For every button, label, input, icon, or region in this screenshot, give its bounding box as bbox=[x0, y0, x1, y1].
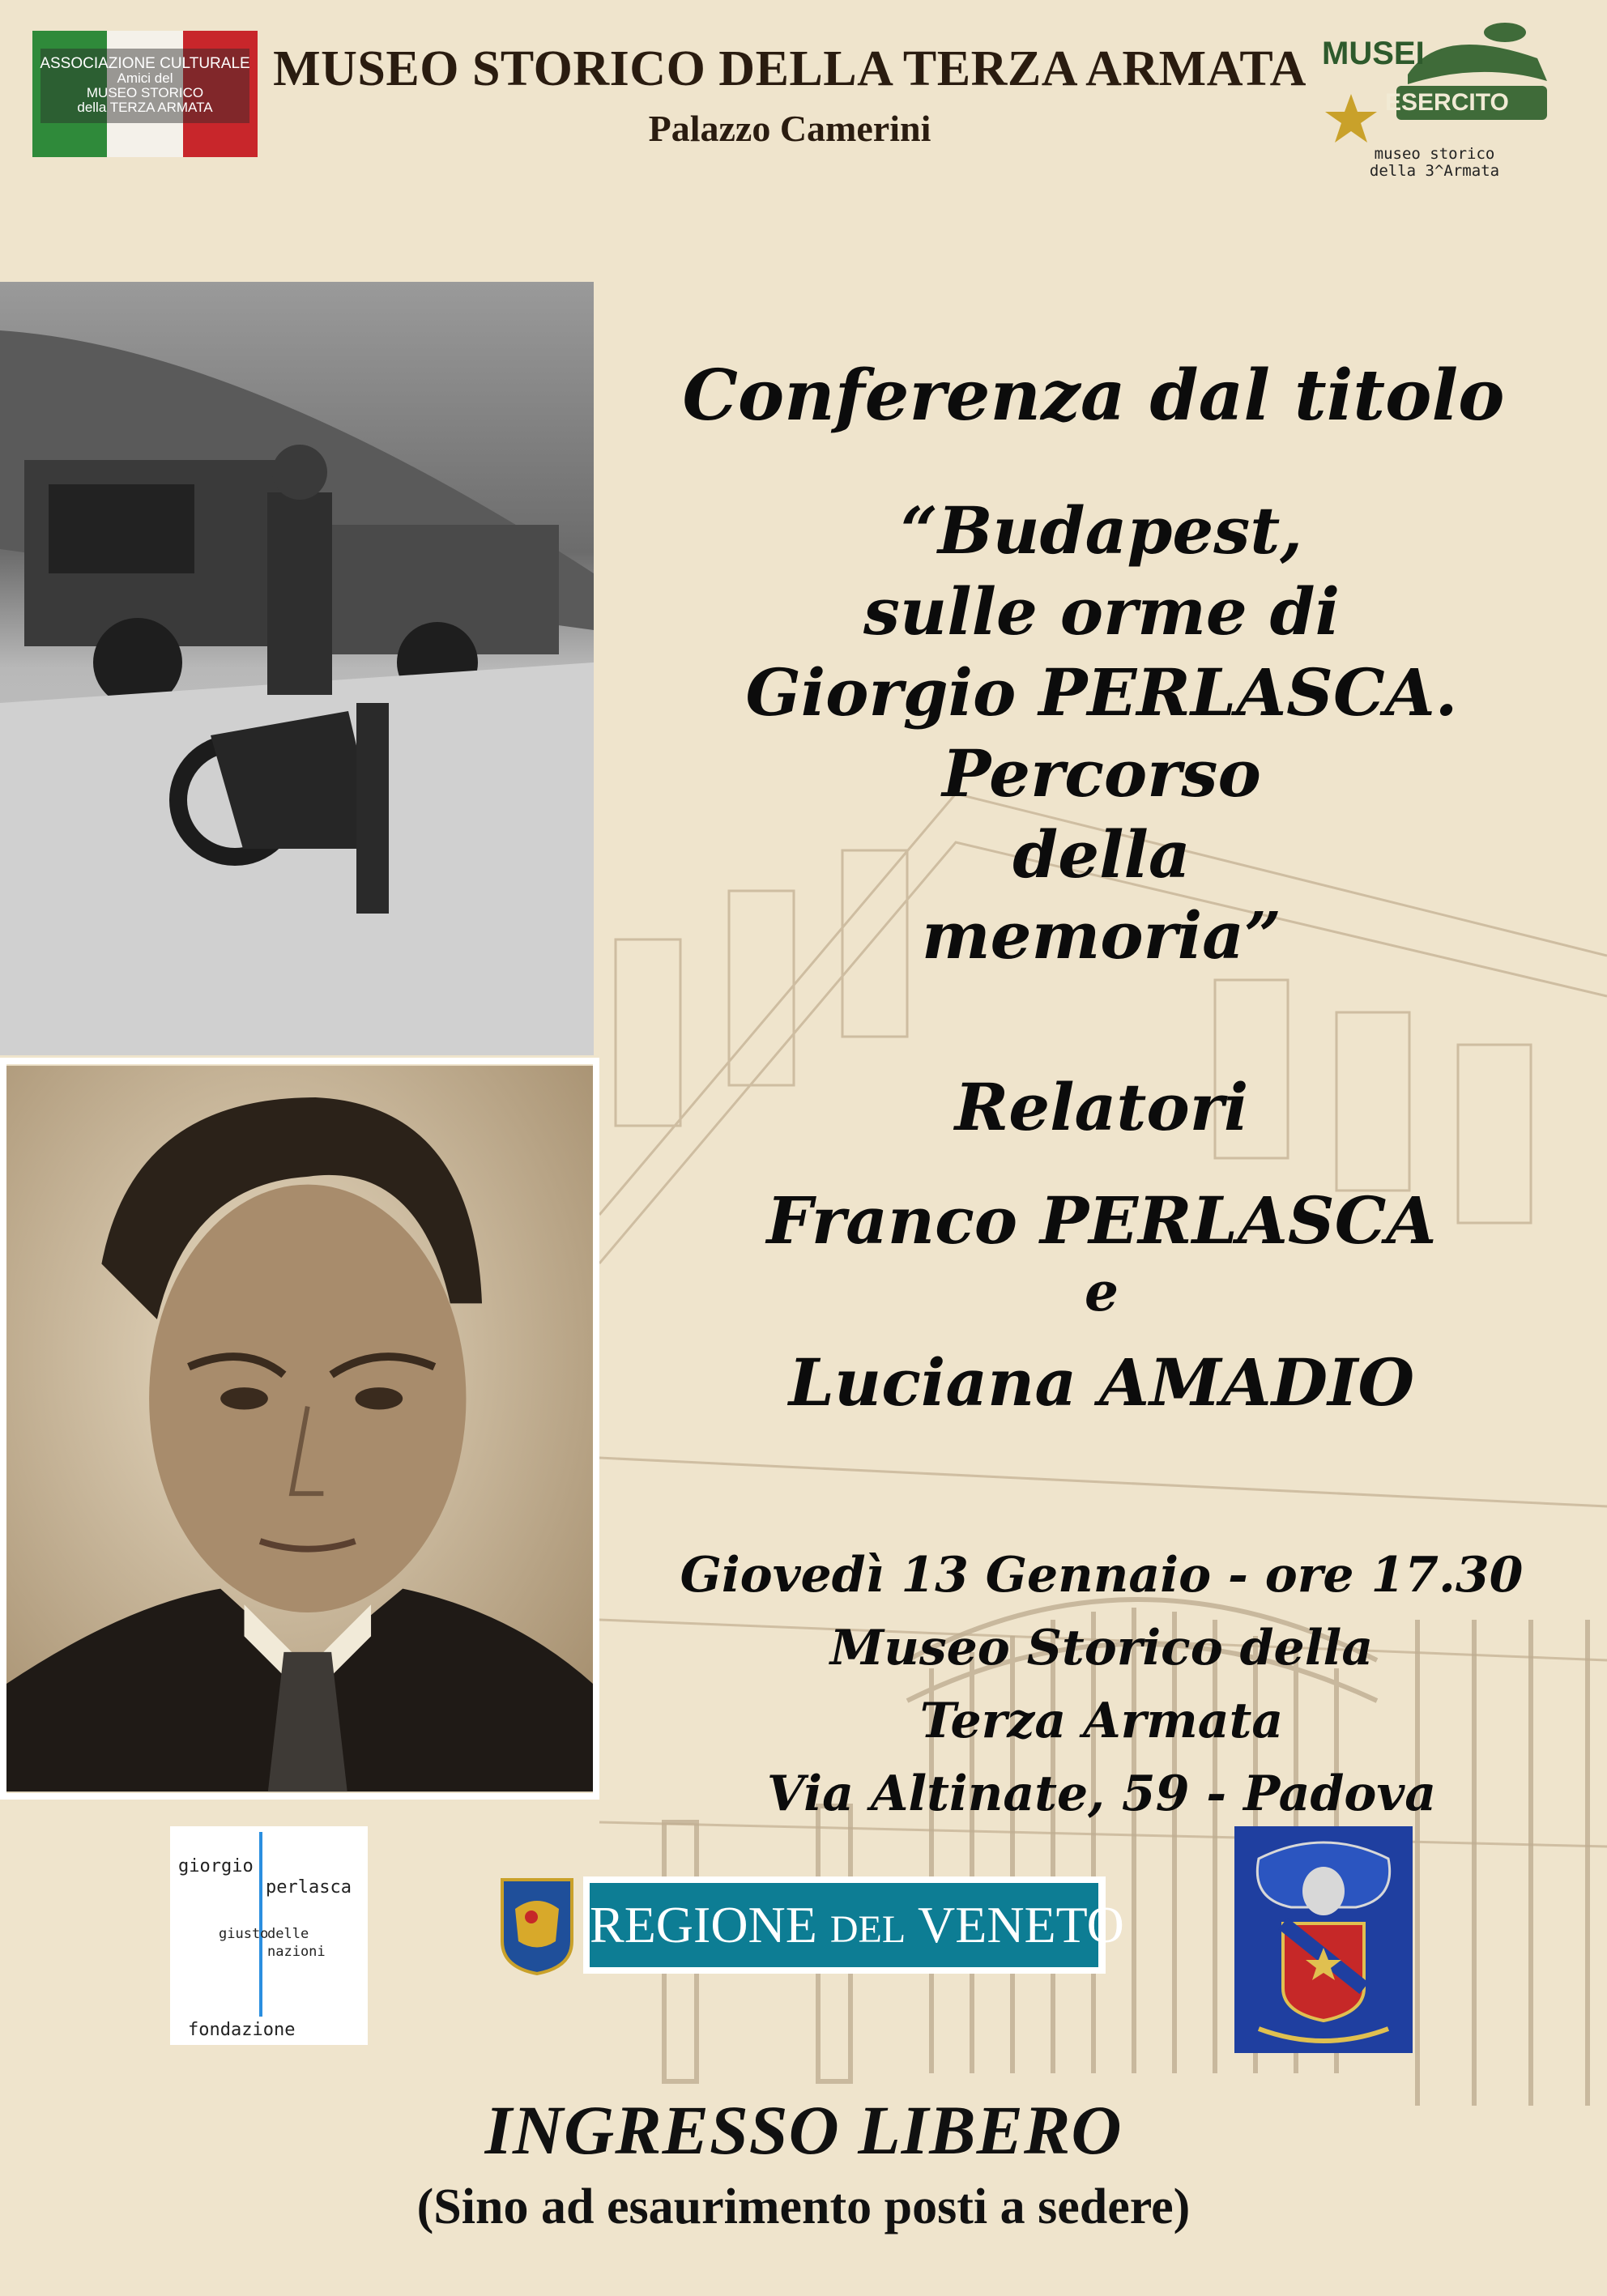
perlasca-logo-divider bbox=[259, 1832, 262, 2017]
association-line-4: della TERZA ARMATA bbox=[77, 100, 213, 115]
veneto-word-del: DEL bbox=[829, 1908, 906, 1951]
veneto-lion-crest-icon bbox=[499, 1876, 575, 1975]
talk-title-line-1: “Budapest, bbox=[900, 492, 1303, 569]
perlasca-logo-giorgio: giorgio bbox=[178, 1856, 254, 1876]
speaker-joiner: e bbox=[1085, 1260, 1119, 1323]
portrait-photo-perlasca bbox=[0, 1058, 599, 1800]
association-line-2: Amici del bbox=[117, 70, 173, 86]
association-name bbox=[32, 57, 258, 115]
association-line-1: ASSOCIAZIONE CULTURALE bbox=[40, 55, 250, 72]
admission-note: (Sino ad esaurimento posti a sedere) bbox=[416, 2179, 1191, 2234]
event-date-time: Giovedì 13 Gennaio - ore 17.30 bbox=[680, 1547, 1524, 1604]
veneto-word-regione: REGIONE bbox=[590, 1896, 817, 1953]
perlasca-logo-surname: perlasca bbox=[266, 1877, 352, 1898]
musei-logo-caption bbox=[1319, 146, 1550, 180]
conference-heading: Conferenza dal titolo bbox=[682, 355, 1505, 437]
musei-caption-line-2: della 3^Armata bbox=[1369, 162, 1500, 180]
perlasca-logo-nazioni: nazioni bbox=[267, 1944, 326, 1960]
association-line-3: MUSEO STORICO bbox=[86, 85, 204, 100]
event-venue-line-1: Museo Storico della bbox=[829, 1620, 1374, 1676]
talk-title-line-3: Giorgio PERLASCA. bbox=[745, 654, 1458, 731]
speakers-heading: Relatori bbox=[954, 1069, 1249, 1145]
veneto-word-veneto: VENETO bbox=[918, 1896, 1124, 1953]
talk-title bbox=[640, 490, 1563, 976]
speaker-name-2: Luciana AMADIO bbox=[788, 1344, 1415, 1421]
event-venue-line-2: Terza Armata bbox=[919, 1693, 1284, 1749]
talk-title-line-4: Percorso bbox=[942, 735, 1261, 811]
perlasca-logo-fondazione: fondazione bbox=[188, 2020, 296, 2040]
musei-caption-line-1: museo storico bbox=[1374, 145, 1495, 163]
talk-title-line-6: memoria” bbox=[922, 897, 1281, 973]
perlasca-logo-giusto: giusto bbox=[219, 1926, 269, 1942]
perlasca-logo-delle: delle bbox=[267, 1926, 309, 1942]
talk-title-line-2: sulle orme di bbox=[863, 573, 1340, 650]
talk-title-line-5: della bbox=[1012, 816, 1191, 892]
istituto-nastro-azzurro-crest-icon bbox=[1234, 1826, 1413, 2053]
musei-logo-name: MUSEI bbox=[1322, 36, 1425, 71]
event-info bbox=[640, 1539, 1563, 1830]
admission-headline: INGRESSO LIBERO bbox=[484, 2091, 1123, 2169]
event-address: Via Altinate, 59 - Padova bbox=[766, 1766, 1437, 1822]
historic-photo-motorcycle bbox=[0, 282, 594, 1055]
museum-subtitle: Palazzo Camerini bbox=[648, 108, 931, 149]
speaker-name-1: Franco PERLASCA bbox=[766, 1182, 1437, 1259]
museum-title: MUSEO STORICO DELLA TERZA ARMATA bbox=[273, 41, 1306, 96]
musei-logo-esercito: ESERCITO bbox=[1385, 89, 1509, 116]
regione-veneto-text bbox=[590, 1895, 1124, 1955]
